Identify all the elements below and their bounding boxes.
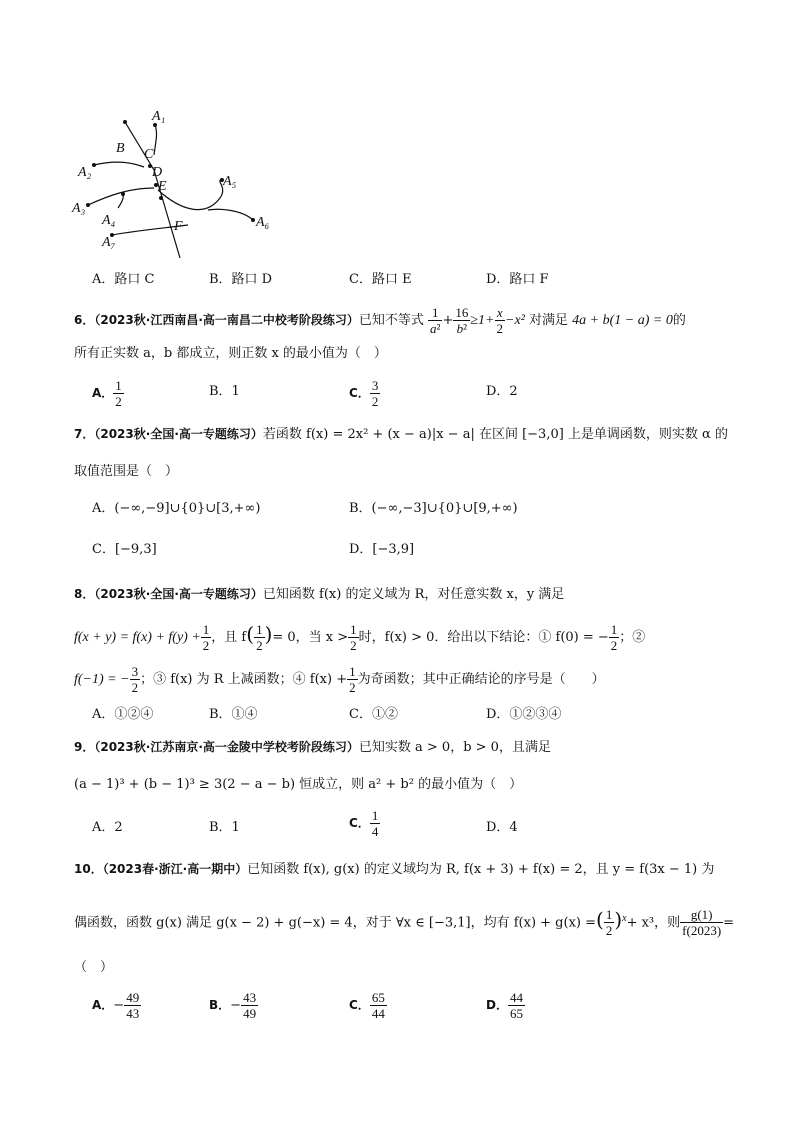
road-a1 (154, 125, 157, 155)
q9-source: （2023秋·江苏南京·高一金陵中学校考阶段练习） (94, 740, 359, 754)
label-f: F (174, 219, 183, 234)
q8-option-b[interactable]: B．①④ (209, 707, 258, 722)
label-a5: A₅ (223, 174, 237, 189)
q6-line2: 所有正实数 a，b 都成立，则正数 x 的最小值为（ ） (74, 346, 387, 361)
q9-option-b[interactable]: B．1 (209, 820, 240, 835)
q8-line1 (74, 588, 564, 601)
label-d: D (152, 165, 163, 180)
q10-option-d[interactable]: D． $\frac{44}{65}$ (486, 990, 523, 1021)
q9-option-d[interactable]: D．4 (486, 820, 518, 835)
q7-option-d[interactable]: D．[−3,9] (349, 542, 415, 557)
q7-line2: 取值范围是（ ） (74, 464, 179, 479)
q10-option-c[interactable]: C． $\frac{65}{44}$ (349, 990, 385, 1021)
q9-line1 (74, 741, 551, 754)
q10-number: 10． (74, 862, 103, 876)
q6-frac-2: $\frac{16}{\text{b²}}$ (455, 305, 469, 336)
q7-text1: 若函数 f(x) = 2x² + (x − a)|x − a| 在区间 [−3,0] 上是单调函数，则实数 α 的 (262, 427, 728, 442)
q7-option-c[interactable]: C．[−9,3] (92, 542, 157, 557)
label-c: C (144, 147, 154, 162)
q10-option-a[interactable]: A．− $\frac{49}{43}$ (92, 990, 140, 1021)
q6-text2: 对满足 (529, 313, 569, 328)
q6-option-c[interactable]: C． $\frac{3}{2}$ (349, 378, 379, 409)
q8-number: 8． (74, 587, 95, 601)
label-a6: A₆ (256, 215, 270, 230)
q10-line3: （ ） (74, 960, 114, 975)
road-a2 (94, 162, 144, 167)
q8-line3: f(−1) = − $\frac{3}{2}$ ；③ f(x) 为 R 上减函数；④ f(x) + $\frac{1}{2}$ 为奇函数；其中正确结论的序号是（ ） (74, 664, 605, 695)
q8-option-d[interactable]: D．①②③④ (486, 707, 562, 722)
q9-option-a[interactable]: A．2 (92, 820, 123, 835)
q10-line2: 偶函数，函数 g(x) 满足 g(x − 2) + g(−x) = 4，对于 ∀x ∈ [−3,1]，均有 f(x) + g(x) =( $\frac{1}{2}$ )$^x$+ x³，则 $\frac{g(1)}{f(2023)}$ = (74, 907, 735, 939)
q6-frac-3: $\frac{x}{2}$ (496, 305, 503, 336)
road-junction-figure (70, 100, 290, 260)
q10-line1 (74, 863, 714, 876)
q6-frac-1: $\frac{1}{\text{a²}}$ (430, 305, 441, 336)
q5-option-b[interactable]: B．路口 D (209, 272, 273, 287)
q10-ratio: $\frac{g(1)}{f(2023)}$ (682, 907, 722, 939)
q5-option-a[interactable]: A．路口 C (92, 272, 155, 287)
q6-option-a[interactable]: A． $\frac{1}{2}$ (92, 378, 122, 409)
label-a4: A₄ (102, 213, 116, 228)
q6-text1: 已知不等式 (358, 313, 424, 328)
q6-option-d[interactable]: D．2 (486, 384, 518, 399)
q6-option-b[interactable]: B．1 (209, 384, 240, 399)
q6-number: 6． (74, 313, 95, 327)
q5-option-d[interactable]: D．路口 F (486, 272, 549, 287)
q9-text1: 已知实数 a > 0，b > 0，且满足 (358, 740, 551, 755)
road-a5-a6 (158, 180, 253, 220)
q10-option-b[interactable]: B．− $\frac{43}{49}$ (209, 990, 257, 1021)
label-a7: A₇ (102, 235, 116, 250)
q6-source: （2023秋·江西南昌·高一南昌二中校考阶段练习） (94, 313, 359, 327)
q6-condition: 4a + b(1 − a) = 0 (572, 313, 673, 328)
q7-source: （2023秋·全国·高一专题练习） (94, 427, 263, 441)
q9-option-c[interactable]: C． $\frac{1}{4}$ (349, 808, 379, 839)
q6-text3: 的 (672, 313, 686, 328)
label-a3: A₃ (72, 201, 86, 216)
label-b: B (116, 141, 125, 156)
q10-text1: 已知函数 f(x), g(x) 的定义域均为 R, f(x + 3) + f(x) = 2，且 y = f(3x − 1) 为 (247, 862, 715, 877)
q8-line2: f(x + y) = f(x) + f(y) + $\frac{1}{2}$ ，且 f( $\frac{1}{2}$ )= 0，当 x > $\frac{1}{2}$ 时，f(x) > 0．给出以下结论：① f(0) = − $\frac{1}{2}$ ；② (74, 622, 646, 653)
q9-number: 9． (74, 740, 95, 754)
q9-line2: (a − 1)³ + (b − 1)³ ≥ 3(2 − a − b) 恒成立，则 a² + b² 的最小值为（ ） (74, 777, 523, 792)
q8-option-a[interactable]: A．①②④ (92, 707, 154, 722)
q10-source: （2023春·浙江·高一期中） (102, 862, 248, 876)
q7-option-a[interactable]: A．(−∞,−9]∪{0}∪[3,+∞) (92, 501, 261, 516)
road-a4 (118, 194, 123, 208)
q7-line1 (74, 428, 728, 441)
q6-line1: 6．（2023秋·江西南昌·高一南昌二中校考阶段练习）已知不等式 $\frac{1}{\text{a²}}$ + $\frac{16}{\text{b²}}$ ≥1+ $\frac{x}{2}$ −x² 对满足 4a + b(1 − a) = 0的 (74, 305, 686, 336)
q5-option-c[interactable]: C．路口 E (349, 272, 412, 287)
q8-text1: 已知函数 f(x) 的定义域为 R，对任意实数 x，y 满足 (262, 587, 565, 602)
q7-number: 7． (74, 427, 95, 441)
label-e: E (158, 179, 167, 194)
q8-source: （2023秋·全国·高一专题练习） (94, 587, 263, 601)
label-a2: A₂ (78, 165, 92, 180)
q7-option-b[interactable]: B．(−∞,−3]∪{0}∪[9,+∞) (349, 501, 518, 516)
q8-option-c[interactable]: C．①② (349, 707, 398, 722)
label-a1: A₁ (152, 109, 166, 124)
